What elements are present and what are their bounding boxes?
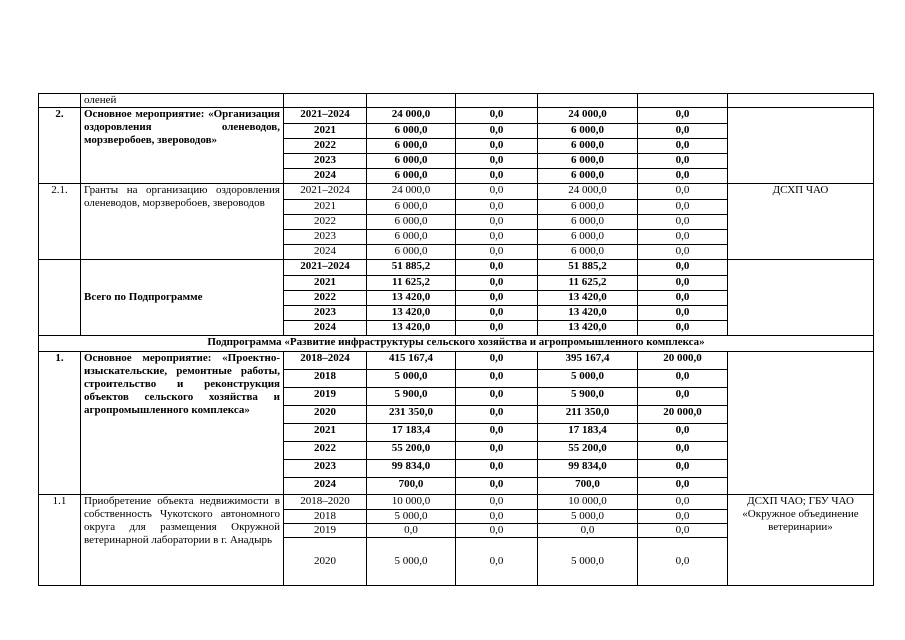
regional-cell: 5 900,0 bbox=[538, 388, 638, 406]
total-cell: 5 000,0 bbox=[367, 370, 456, 388]
executor-cell bbox=[728, 352, 874, 495]
total-cell: 6 000,0 bbox=[367, 200, 456, 215]
table-row bbox=[39, 495, 874, 510]
item-number: 2.1. bbox=[39, 184, 81, 260]
year-cell: 2021 bbox=[284, 424, 367, 442]
federal-cell: 0,0 bbox=[456, 406, 538, 424]
table-row bbox=[39, 94, 874, 108]
regional-cell: 24 000,0 bbox=[538, 184, 638, 200]
item-number: 2. bbox=[39, 108, 81, 184]
regional-cell: 13 420,0 bbox=[538, 306, 638, 321]
total-cell: 5 000,0 bbox=[367, 538, 456, 586]
federal-cell: 0,0 bbox=[456, 169, 538, 184]
other-cell: 0,0 bbox=[638, 510, 728, 524]
other-cell: 0,0 bbox=[638, 245, 728, 260]
table-row bbox=[39, 352, 874, 370]
regional-cell: 6 000,0 bbox=[538, 169, 638, 184]
other-cell: 0,0 bbox=[638, 169, 728, 184]
intro-text: оленей bbox=[81, 94, 284, 108]
other-cell: 0,0 bbox=[638, 260, 728, 276]
regional-cell: 6 000,0 bbox=[538, 200, 638, 215]
table-row bbox=[39, 108, 874, 124]
regional-cell: 0,0 bbox=[538, 524, 638, 538]
year-cell: 2023 bbox=[284, 154, 367, 169]
total-cell: 24 000,0 bbox=[367, 184, 456, 200]
program-table bbox=[38, 93, 874, 586]
year-cell: 2021 bbox=[284, 276, 367, 291]
item-title: Основное мероприятие: «Проектно-изыскательские, ремонтные работы, строительство и реконструкция объектов сельского хозяйства и агропромышленного комплекса» bbox=[81, 352, 284, 495]
year-cell: 2021–2024 bbox=[284, 184, 367, 200]
year-cell: 2018 bbox=[284, 370, 367, 388]
year-cell: 2021 bbox=[284, 124, 367, 139]
total-cell: 13 420,0 bbox=[367, 321, 456, 336]
regional-cell: 395 167,4 bbox=[538, 352, 638, 370]
federal-cell: 0,0 bbox=[456, 538, 538, 586]
table-row bbox=[39, 260, 874, 276]
year-cell: 2018–2020 bbox=[284, 495, 367, 510]
federal-cell: 0,0 bbox=[456, 260, 538, 276]
year-cell: 2024 bbox=[284, 245, 367, 260]
other-cell: 0,0 bbox=[638, 370, 728, 388]
total-cell: 55 200,0 bbox=[367, 442, 456, 460]
intro-empty-cell bbox=[456, 94, 538, 108]
total-label: Всего по Подпрограмме bbox=[81, 260, 284, 336]
table-row bbox=[39, 336, 874, 352]
regional-cell: 55 200,0 bbox=[538, 442, 638, 460]
total-cell: 6 000,0 bbox=[367, 230, 456, 245]
year-cell: 2021–2024 bbox=[284, 108, 367, 124]
regional-cell: 11 625,2 bbox=[538, 276, 638, 291]
federal-cell: 0,0 bbox=[456, 388, 538, 406]
other-cell: 0,0 bbox=[638, 460, 728, 478]
regional-cell: 13 420,0 bbox=[538, 291, 638, 306]
other-cell: 0,0 bbox=[638, 291, 728, 306]
federal-cell: 0,0 bbox=[456, 478, 538, 495]
other-cell: 0,0 bbox=[638, 424, 728, 442]
regional-cell: 24 000,0 bbox=[538, 108, 638, 124]
regional-cell: 99 834,0 bbox=[538, 460, 638, 478]
executor-cell bbox=[728, 108, 874, 184]
other-cell: 20 000,0 bbox=[638, 406, 728, 424]
year-cell: 2023 bbox=[284, 306, 367, 321]
total-cell: 10 000,0 bbox=[367, 495, 456, 510]
federal-cell: 0,0 bbox=[456, 352, 538, 370]
total-cell: 5 900,0 bbox=[367, 388, 456, 406]
other-cell: 0,0 bbox=[638, 538, 728, 586]
intro-empty-cell bbox=[284, 94, 367, 108]
federal-cell: 0,0 bbox=[456, 184, 538, 200]
item-title: Основное мероприятие: «Организация оздоровления оленеводов, морзверобоев, звероводов» bbox=[81, 108, 284, 184]
table-row bbox=[39, 184, 874, 200]
total-cell: 6 000,0 bbox=[367, 169, 456, 184]
federal-cell: 0,0 bbox=[456, 154, 538, 169]
total-cell: 17 183,4 bbox=[367, 424, 456, 442]
total-cell: 0,0 bbox=[367, 524, 456, 538]
regional-cell: 6 000,0 bbox=[538, 154, 638, 169]
federal-cell: 0,0 bbox=[456, 460, 538, 478]
item-title: Гранты на организацию оздоровления оленеводов, морзверобоев, звероводов bbox=[81, 184, 284, 260]
other-cell: 0,0 bbox=[638, 478, 728, 495]
regional-cell: 5 000,0 bbox=[538, 538, 638, 586]
intro-empty-cell bbox=[367, 94, 456, 108]
federal-cell: 0,0 bbox=[456, 215, 538, 230]
total-cell: 6 000,0 bbox=[367, 139, 456, 154]
regional-cell: 6 000,0 bbox=[538, 245, 638, 260]
executor-cell: ДСХП ЧАО bbox=[728, 184, 874, 260]
year-cell: 2020 bbox=[284, 406, 367, 424]
other-cell: 0,0 bbox=[638, 495, 728, 510]
federal-cell: 0,0 bbox=[456, 510, 538, 524]
year-cell: 2023 bbox=[284, 230, 367, 245]
year-cell: 2018–2024 bbox=[284, 352, 367, 370]
item-title: Приобретение объекта недвижимости в собственность Чукотского автономного округа для размещения Окружной ветеринарной лаборатории в г. Анадырь bbox=[81, 495, 284, 586]
federal-cell: 0,0 bbox=[456, 524, 538, 538]
total-cell: 6 000,0 bbox=[367, 154, 456, 169]
other-cell: 0,0 bbox=[638, 184, 728, 200]
federal-cell: 0,0 bbox=[456, 200, 538, 215]
other-cell: 0,0 bbox=[638, 442, 728, 460]
federal-cell: 0,0 bbox=[456, 108, 538, 124]
regional-cell: 6 000,0 bbox=[538, 215, 638, 230]
total-cell: 6 000,0 bbox=[367, 245, 456, 260]
year-cell: 2020 bbox=[284, 538, 367, 586]
federal-cell: 0,0 bbox=[456, 230, 538, 245]
other-cell: 20 000,0 bbox=[638, 352, 728, 370]
total-cell: 13 420,0 bbox=[367, 306, 456, 321]
executor-cell: ДСХП ЧАО; ГБУ ЧАО «Окружное объединение ветеринарии» bbox=[728, 495, 874, 586]
total-cell: 13 420,0 bbox=[367, 291, 456, 306]
federal-cell: 0,0 bbox=[456, 139, 538, 154]
year-cell: 2023 bbox=[284, 460, 367, 478]
federal-cell: 0,0 bbox=[456, 321, 538, 336]
year-cell: 2019 bbox=[284, 524, 367, 538]
year-cell: 2021–2024 bbox=[284, 260, 367, 276]
regional-cell: 10 000,0 bbox=[538, 495, 638, 510]
other-cell: 0,0 bbox=[638, 306, 728, 321]
total-cell: 6 000,0 bbox=[367, 124, 456, 139]
federal-cell: 0,0 bbox=[456, 306, 538, 321]
federal-cell: 0,0 bbox=[456, 124, 538, 139]
other-cell: 0,0 bbox=[638, 388, 728, 406]
total-cell: 51 885,2 bbox=[367, 260, 456, 276]
federal-cell: 0,0 bbox=[456, 442, 538, 460]
total-cell: 6 000,0 bbox=[367, 215, 456, 230]
federal-cell: 0,0 bbox=[456, 291, 538, 306]
other-cell: 0,0 bbox=[638, 524, 728, 538]
federal-cell: 0,0 bbox=[456, 424, 538, 442]
year-cell: 2021 bbox=[284, 200, 367, 215]
year-cell: 2022 bbox=[284, 139, 367, 154]
other-cell: 0,0 bbox=[638, 124, 728, 139]
intro-empty-cell bbox=[638, 94, 728, 108]
year-cell: 2022 bbox=[284, 291, 367, 306]
item-number: 1. bbox=[39, 352, 81, 495]
year-cell: 2024 bbox=[284, 169, 367, 184]
other-cell: 0,0 bbox=[638, 230, 728, 245]
other-cell: 0,0 bbox=[638, 154, 728, 169]
total-num-cell bbox=[39, 260, 81, 336]
other-cell: 0,0 bbox=[638, 200, 728, 215]
total-cell: 415 167,4 bbox=[367, 352, 456, 370]
federal-cell: 0,0 bbox=[456, 495, 538, 510]
total-cell: 24 000,0 bbox=[367, 108, 456, 124]
federal-cell: 0,0 bbox=[456, 245, 538, 260]
year-cell: 2019 bbox=[284, 388, 367, 406]
total-cell: 231 350,0 bbox=[367, 406, 456, 424]
other-cell: 0,0 bbox=[638, 276, 728, 291]
federal-cell: 0,0 bbox=[456, 276, 538, 291]
year-cell: 2022 bbox=[284, 442, 367, 460]
regional-cell: 13 420,0 bbox=[538, 321, 638, 336]
regional-cell: 6 000,0 bbox=[538, 230, 638, 245]
intro-num-cell bbox=[39, 94, 81, 108]
intro-empty-cell bbox=[538, 94, 638, 108]
regional-cell: 700,0 bbox=[538, 478, 638, 495]
other-cell: 0,0 bbox=[638, 321, 728, 336]
regional-cell: 211 350,0 bbox=[538, 406, 638, 424]
section-title: Подпрограмма «Развитие инфраструктуры сельского хозяйства и агропромышленного комплекса» bbox=[39, 336, 874, 352]
year-cell: 2024 bbox=[284, 478, 367, 495]
total-cell: 700,0 bbox=[367, 478, 456, 495]
other-cell: 0,0 bbox=[638, 108, 728, 124]
total-cell: 99 834,0 bbox=[367, 460, 456, 478]
intro-empty-cell bbox=[728, 94, 874, 108]
regional-cell: 5 000,0 bbox=[538, 510, 638, 524]
total-cell: 11 625,2 bbox=[367, 276, 456, 291]
regional-cell: 6 000,0 bbox=[538, 139, 638, 154]
federal-cell: 0,0 bbox=[456, 370, 538, 388]
total-cell: 5 000,0 bbox=[367, 510, 456, 524]
other-cell: 0,0 bbox=[638, 215, 728, 230]
year-cell: 2018 bbox=[284, 510, 367, 524]
other-cell: 0,0 bbox=[638, 139, 728, 154]
regional-cell: 5 000,0 bbox=[538, 370, 638, 388]
item-number: 1.1 bbox=[39, 495, 81, 586]
regional-cell: 6 000,0 bbox=[538, 124, 638, 139]
regional-cell: 17 183,4 bbox=[538, 424, 638, 442]
year-cell: 2022 bbox=[284, 215, 367, 230]
executor-cell bbox=[728, 260, 874, 336]
regional-cell: 51 885,2 bbox=[538, 260, 638, 276]
year-cell: 2024 bbox=[284, 321, 367, 336]
